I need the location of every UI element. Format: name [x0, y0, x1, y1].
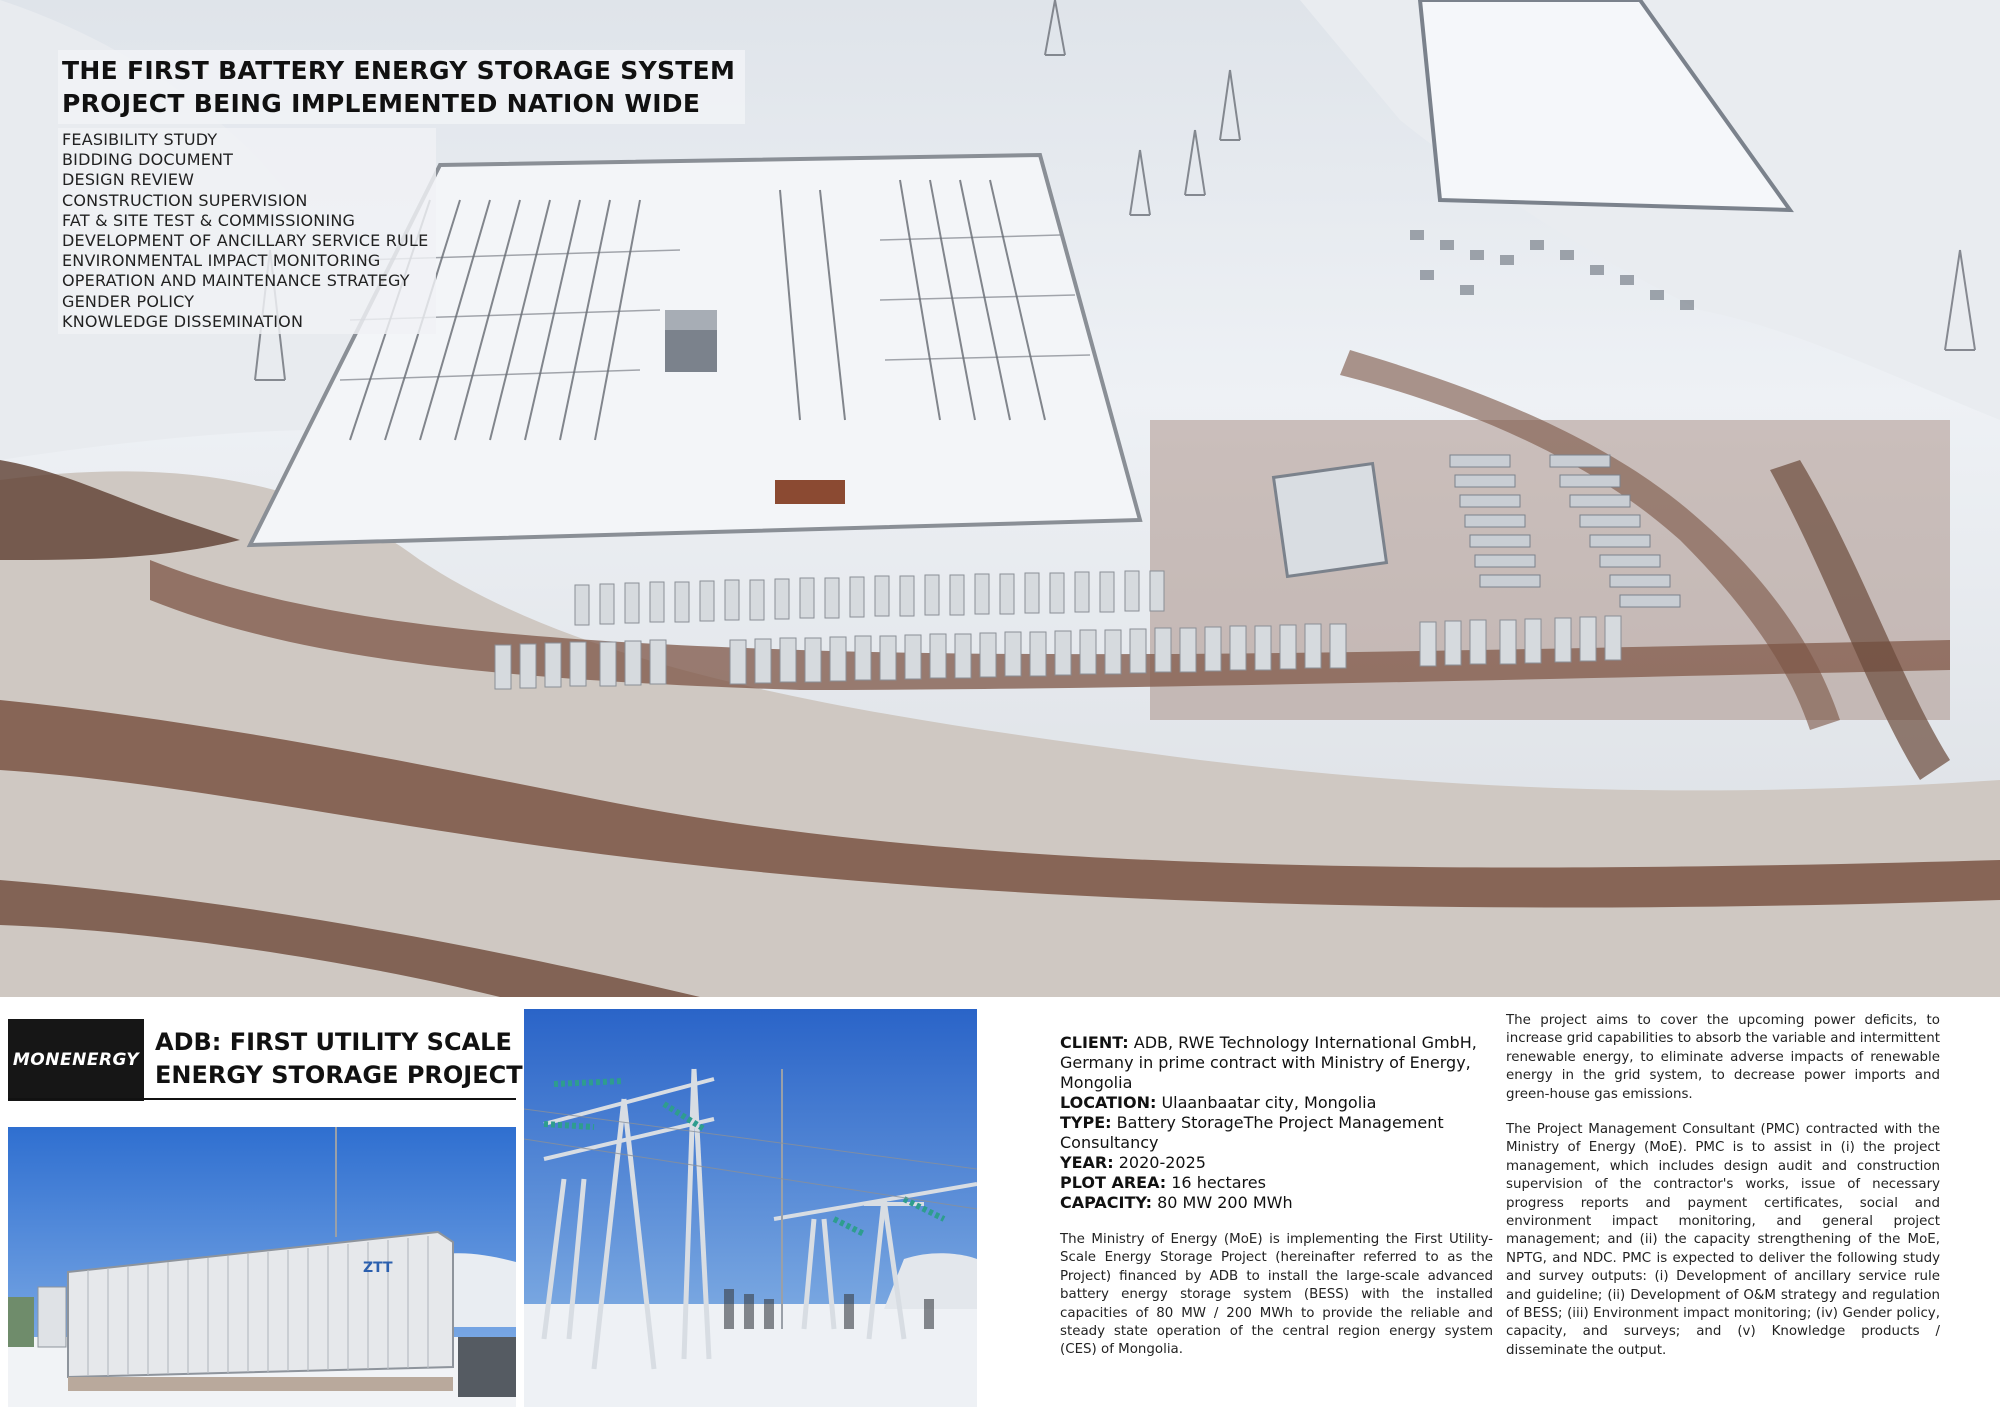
project-title	[155, 1026, 523, 1092]
logo-text: MONENERGY	[12, 1050, 140, 1070]
headline-box	[58, 50, 745, 124]
ztt-brand-mark: ZTT	[363, 1260, 393, 1276]
aerial-title-block	[58, 50, 745, 334]
location-row	[1060, 1093, 1485, 1113]
battery-container-illustration	[8, 1127, 516, 1407]
plot-area-label: PLOT AREA:	[1060, 1173, 1167, 1192]
scope-item: DEVELOPMENT OF ANCILLARY SERVICE RULE	[62, 231, 429, 251]
plot-area-value: 16 hectares	[1171, 1173, 1266, 1192]
ministry-paragraph: The Ministry of Energy (MoE) is implementing the First Utility-Scale Energy Storage Project (hereinafter referred to as the Project) financed by ADB to install the large-scale advanced battery energy storage system (BESS) with the installed capacities of 80 MW / 200 MWh to provide the reliable and steady state operation of the central region energy system (CES) of Mongolia.	[1060, 1232, 1493, 1358]
scope-item: GENDER POLICY	[62, 291, 195, 311]
capacity-row	[1060, 1193, 1485, 1213]
project-aims-paragraph: The project aims to cover the upcoming power deficits, to increase grid capabilities to absorb the variable and intermittent renewable energy, to eliminate adverse impacts of renewable energy in the grid system, to decrease power imports and green-house gas emissions.	[1506, 1013, 1940, 1102]
substation-photo	[524, 1009, 977, 1407]
headline-line-1: THE FIRST BATTERY ENERGY STORAGE SYSTEM	[62, 56, 736, 85]
scope-item: FEASIBILITY STUDY	[62, 130, 218, 149]
project-title-line-2: ENERGY STORAGE PROJECT	[155, 1061, 523, 1089]
location-value: Ulaanbaatar city, Mongolia	[1161, 1093, 1377, 1112]
client-row	[1060, 1033, 1485, 1093]
year-row	[1060, 1153, 1485, 1173]
substation-illustration	[524, 1009, 977, 1407]
capacity-label: CAPACITY:	[1060, 1193, 1152, 1212]
project-details	[1060, 1033, 1485, 1213]
scope-item: CONSTRUCTION SUPERVISION	[62, 190, 308, 210]
monenergy-logo	[8, 1019, 144, 1101]
scope-item: OPERATION AND MAINTENANCE STRATEGY	[62, 271, 410, 291]
client-label: CLIENT:	[1060, 1033, 1129, 1052]
scope-of-services-list	[58, 128, 436, 334]
type-value: Battery StorageThe Project Management Consultancy	[1060, 1113, 1444, 1152]
scope-item: DESIGN REVIEW	[62, 170, 195, 190]
type-label: TYPE:	[1060, 1113, 1112, 1132]
capacity-value: 80 MW 200 MWh	[1157, 1193, 1293, 1212]
title-underline-divider	[8, 1098, 516, 1100]
scope-item: KNOWLEDGE DISSEMINATION	[62, 311, 304, 331]
plot-area-row	[1060, 1173, 1485, 1193]
year-value: 2020-2025	[1118, 1153, 1206, 1172]
type-row	[1060, 1113, 1485, 1153]
client-value: ADB, RWE Technology International GmbH, Germany in prime contract with Ministry of Energy, Mongolia	[1060, 1033, 1477, 1092]
pmc-paragraph: The Project Management Consultant (PMC) contracted with the Ministry of Energy (MoE). PMC is to assist in (i) the project management, which includes design audit and construction supervision of the contractor's works, issue of necessary progress reports and payment certificates, social and environment impact monitoring, and general project management; and (ii) the capacity strengthening of the MoE, NPTG, and NDC. PMC is expected to deliver the following study and survey outputs: (i) Development of ancillary service rule and guideline; (ii) Development of O&M strategy and regulation of BESS; (iii) Environment impact monitoring; (iv) Gender policy, capacity, and surveys; and (v) Knowledge products / disseminate the output.	[1506, 1122, 1940, 1358]
battery-container-photo	[8, 1127, 516, 1407]
headline-line-2: PROJECT BEING IMPLEMENTED NATION WIDE	[62, 89, 701, 118]
location-label: LOCATION:	[1060, 1093, 1157, 1112]
scope-item: BIDDING DOCUMENT	[62, 150, 234, 170]
scope-item: FAT & SITE TEST & COMMISSIONING	[62, 210, 356, 230]
scope-item: ENVIRONMENTAL IMPACT MONITORING	[62, 251, 381, 271]
year-label: YEAR:	[1060, 1153, 1114, 1172]
project-title-line-1: ADB: FIRST UTILITY SCALE	[155, 1028, 512, 1056]
